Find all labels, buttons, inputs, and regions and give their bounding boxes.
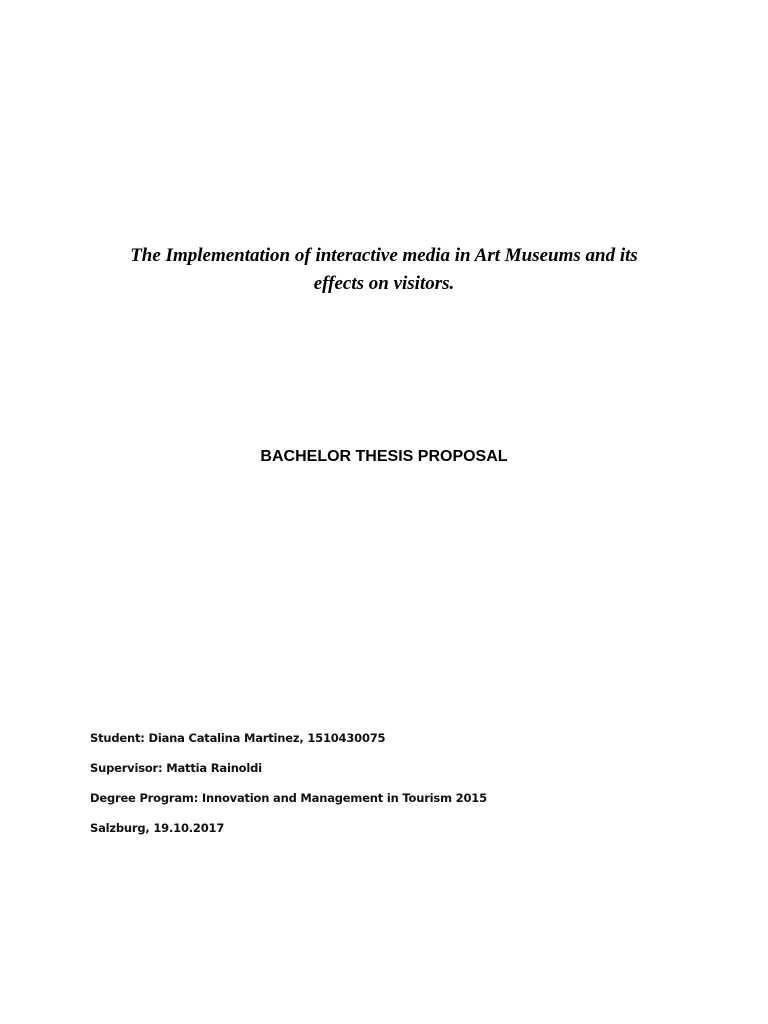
thesis-title-line-1: The Implementation of interactive media in Art Museums and its: [130, 245, 638, 266]
document-type-heading: BACHELOR THESIS PROPOSAL: [260, 448, 508, 465]
supervisor-line: Supervisor: Mattia Rainoldi: [90, 761, 262, 775]
author-details: [90, 728, 690, 848]
degree-program-line: Degree Program: Innovation and Management in Tourism 2015: [90, 791, 487, 805]
thesis-title: [60, 242, 708, 298]
thesis-title-line-2: effects on visitors.: [313, 273, 455, 294]
place-date-line: Salzburg, 19.10.2017: [90, 821, 225, 835]
student-line: Student: Diana Catalina Martinez, 1510430075: [90, 731, 386, 745]
